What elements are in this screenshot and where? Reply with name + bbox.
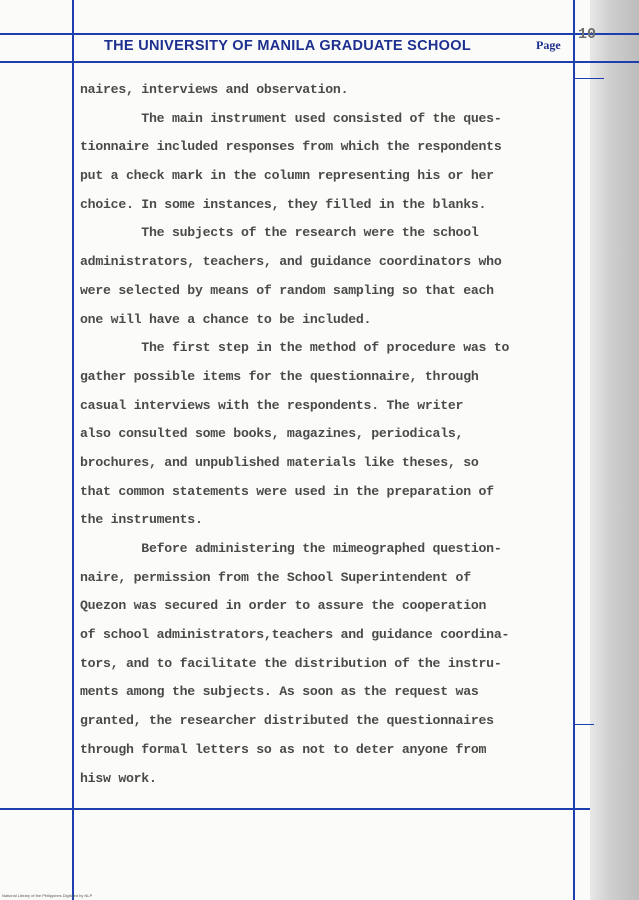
text-line: the instruments. <box>80 512 203 528</box>
text-line: were selected by means of random sampling so that each <box>80 282 494 298</box>
text-line: The first step in the method of procedure was to <box>80 340 510 356</box>
page-label: Page <box>536 38 561 52</box>
page-edge-shadow <box>590 0 639 900</box>
text-line: naire, permission from the School Superintendent of <box>80 569 471 585</box>
text-line: administrators, teachers, and guidance coordinators who <box>80 254 502 270</box>
header-top-rule <box>0 33 639 35</box>
text-line: one will have a chance to be included. <box>80 311 372 327</box>
institution-title: THE UNIVERSITY OF MANILA GRADUATE SCHOOL <box>104 38 471 54</box>
text-line: tionnaire included responses from which the respondents <box>80 139 502 155</box>
text-line: through formal letters so as not to deter anyone from <box>80 741 487 757</box>
text-line: gather possible items for the questionnaire, through <box>80 368 479 384</box>
typed-body-text <box>80 76 580 793</box>
text-line: also consulted some books, magazines, periodicals, <box>80 426 464 442</box>
text-line: brochures, and unpublished materials like theses, so <box>80 454 479 470</box>
text-line: put a check mark in the column representing his or her <box>80 168 494 184</box>
header-bottom-rule <box>0 61 639 63</box>
text-line: The subjects of the research were the school <box>80 225 479 241</box>
text-line: naires, interviews and observation. <box>80 82 349 97</box>
text-line: Before administering the mimeographed question- <box>80 541 502 556</box>
text-line: tors, and to facilitate the distribution of the instru- <box>80 655 502 671</box>
text-line: that common statements were used in the preparation of <box>80 483 494 499</box>
text-line: casual interviews with the respondents. The writer <box>80 397 464 413</box>
text-line: ments among the subjects. As soon as the request was <box>80 684 479 700</box>
left-margin-rule <box>72 0 74 900</box>
text-line: of school administrators,teachers and guidance coordina- <box>80 627 510 643</box>
footer-rule <box>0 808 590 810</box>
page-number: 10 <box>578 26 597 43</box>
text-line: hisw work. <box>80 770 157 786</box>
text-line: The main instrument used consisted of the ques- <box>80 110 502 126</box>
text-line: Quezon was secured in order to assure the cooperation <box>80 598 487 614</box>
text-line: granted, the researcher distributed the questionnaires <box>80 713 494 729</box>
text-line: choice. In some instances, they filled in the blanks. <box>80 196 487 212</box>
digitization-footer-note: National Library of the Philippines Digitized by NLP <box>2 893 93 898</box>
